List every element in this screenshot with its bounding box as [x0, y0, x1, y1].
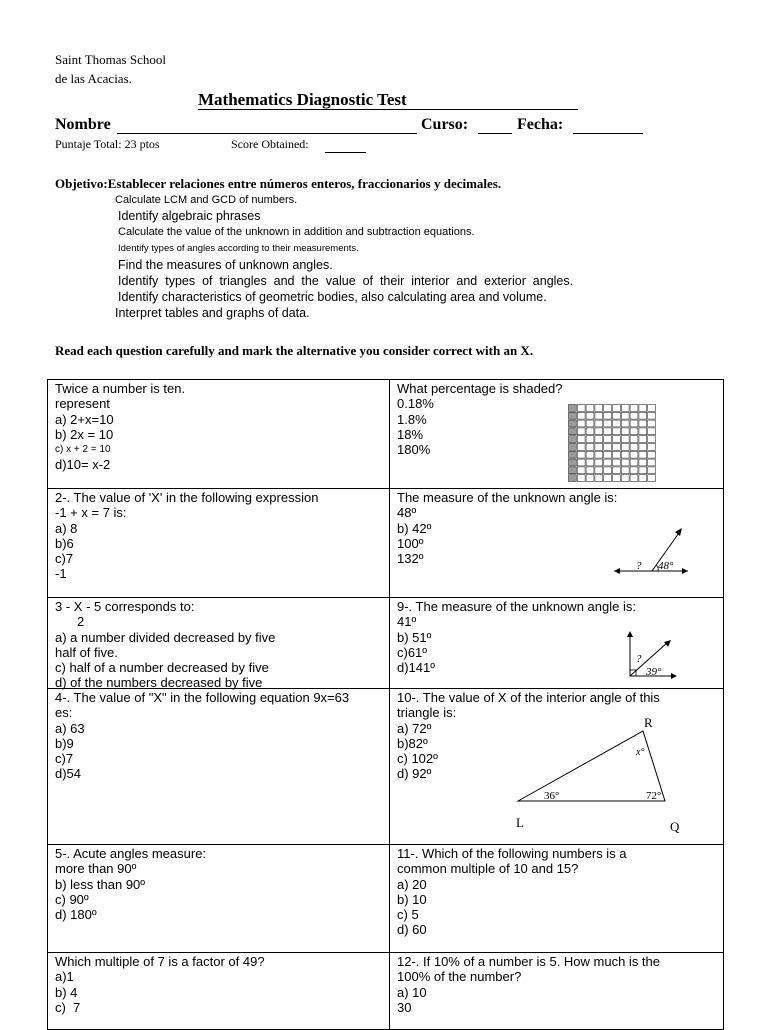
answer-option[interactable]: 180%	[397, 442, 431, 458]
grid-cell	[595, 405, 603, 412]
grid-cell	[613, 475, 621, 482]
question-table	[47, 379, 724, 1030]
grid-cell-shaded	[569, 436, 577, 443]
vertex-r-label: R	[644, 715, 653, 730]
answer-option[interactable]: 0.18%	[397, 396, 434, 412]
grid-cell	[639, 412, 647, 419]
grid-cell	[577, 475, 585, 482]
grid-cell	[648, 436, 656, 443]
answer-option[interactable]: c)7	[55, 551, 74, 567]
grid-cell	[595, 428, 603, 435]
grid-cell	[586, 475, 594, 482]
instructions: Read each question carefully and mark the alternative you consider correct with an X.	[55, 343, 534, 358]
grid-cell-shaded	[569, 451, 577, 458]
question-cell-q9	[390, 598, 724, 689]
course-label: Curso:	[421, 116, 469, 133]
answer-option[interactable]: b) 2x = 10	[55, 426, 114, 442]
answer-option[interactable]: d) of the numbers decreased by five	[55, 675, 263, 691]
grid-cell	[630, 444, 638, 451]
grid-cell	[595, 475, 603, 482]
question-cell-q11	[390, 845, 724, 953]
question-text: 10-. The value of X of the interior angle of this	[397, 690, 660, 705]
question-text: 2-. The value of 'X' in the following expression	[55, 490, 319, 505]
unknown-angle-label: ?	[636, 560, 642, 572]
answer-option[interactable]: c) 5	[397, 907, 419, 923]
grid-cell	[604, 405, 612, 412]
grid-cell	[604, 420, 612, 427]
answer-option[interactable]: b) 10	[397, 891, 427, 907]
grid-cell-shaded	[569, 475, 577, 482]
grid-cell	[630, 405, 638, 412]
grid-cell	[577, 420, 585, 427]
grid-cell	[621, 451, 629, 458]
course-blank-line[interactable]	[478, 133, 512, 134]
answer-option[interactable]: c)7	[55, 751, 74, 767]
question-cell-q12	[390, 953, 724, 1030]
answer-option[interactable]: b) 51º	[397, 629, 432, 645]
answer-option[interactable]: b)82º	[397, 735, 428, 751]
name-blank-line[interactable]	[117, 133, 417, 134]
grid-cell	[630, 451, 638, 458]
grid-cell	[586, 420, 594, 427]
question-text: 9-. The measure of the unknown angle is:	[397, 599, 636, 614]
grid-cell	[613, 459, 621, 466]
answer-option[interactable]: d) 180º	[55, 907, 97, 923]
answer-option[interactable]: d) 60	[397, 922, 427, 938]
answer-option[interactable]: a) 2+x=10	[55, 411, 114, 427]
grid-cell	[613, 444, 621, 451]
grid-cell	[613, 451, 621, 458]
question-cell-q6	[48, 953, 390, 1030]
date-label: Fecha:	[517, 116, 564, 133]
grid-cell-shaded	[569, 405, 577, 412]
objective-item: Interpret tables and graphs of data.	[115, 306, 310, 320]
question-cell-q5	[48, 845, 390, 953]
question-text: What percentage is shaded?	[397, 381, 563, 396]
answer-option[interactable]: 1.8%	[397, 411, 427, 427]
grid-cell	[630, 412, 638, 419]
score-blank-line[interactable]	[325, 152, 366, 153]
objective-heading: Objetivo:Establecer relaciones entre números enteros, fraccionarios y decimales.	[55, 176, 502, 191]
unknown-angle-label: ?	[636, 653, 642, 665]
grid-cell	[577, 428, 585, 435]
grid-cell	[604, 436, 612, 443]
grid-cell	[577, 444, 585, 451]
score-obtained-label: Score Obtained:	[231, 137, 309, 151]
page-title: Mathematics Diagnostic Test	[198, 90, 407, 109]
grid-cell	[595, 436, 603, 443]
shaded-grid-figure	[568, 404, 656, 482]
answer-option[interactable]: 18%	[397, 426, 424, 442]
answer-option[interactable]: d)10= x-2	[55, 457, 111, 473]
angle-figure-39	[622, 628, 682, 686]
grid-cell	[586, 444, 594, 451]
grid-cell	[586, 412, 594, 419]
objective-item: Find the measures of unknown angles.	[118, 258, 333, 272]
grid-cell	[595, 459, 603, 466]
answer-option[interactable]: a) a number divided decreased by five	[55, 629, 276, 645]
grid-cell	[630, 428, 638, 435]
grid-cell	[639, 428, 647, 435]
grid-cell	[648, 444, 656, 451]
answer-option[interactable]: a) 8	[55, 520, 78, 536]
answer-option[interactable]: c) x + 2 = 10	[55, 444, 111, 456]
grid-cell	[639, 467, 647, 474]
objective-item: Calculate the value of the unknown in addition and subtraction equations.	[118, 226, 475, 238]
answer-option[interactable]: c)61º	[397, 644, 428, 660]
question-text: Which multiple of 7 is a factor of 49?	[55, 954, 265, 969]
grid-cell	[604, 412, 612, 419]
objective-item: Identify types of triangles and the value of their interior and exterior angles.	[118, 274, 574, 288]
answer-option[interactable]: a)1	[55, 969, 74, 985]
objective-item: Calculate LCM and GCD of numbers.	[115, 194, 298, 206]
grid-cell	[621, 428, 629, 435]
known-angle-label: 48°	[658, 560, 674, 572]
grid-cell	[630, 459, 638, 466]
grid-cell	[621, 444, 629, 451]
answer-option[interactable]: 30	[397, 999, 412, 1015]
grid-cell	[577, 405, 585, 412]
grid-cell	[586, 436, 594, 443]
grid-cell	[577, 436, 585, 443]
answer-option[interactable]: b)9	[55, 735, 74, 751]
answer-option[interactable]: c) 90º	[55, 891, 89, 907]
grid-cell	[613, 428, 621, 435]
answer-option[interactable]: d)54	[55, 766, 82, 782]
total-score: Puntaje Total: 23 ptos	[55, 137, 160, 151]
grid-cell	[604, 459, 612, 466]
answer-option[interactable]: b) less than 90º	[55, 876, 146, 892]
grid-cell	[648, 451, 656, 458]
answer-option[interactable]: 48º	[397, 505, 417, 521]
grid-cell	[621, 459, 629, 466]
grid-cell	[621, 467, 629, 474]
grid-cell	[621, 436, 629, 443]
grid-cell	[648, 405, 656, 412]
school-name-line2: de las Acacias.	[55, 71, 132, 86]
question-text: The measure of the unknown angle is:	[397, 490, 618, 505]
grid-cell	[604, 451, 612, 458]
grid-cell	[621, 412, 629, 419]
answer-option[interactable]: d)141º	[397, 660, 435, 676]
question-cell-percentage	[390, 380, 724, 489]
school-name-line1: Saint Thomas School	[55, 52, 166, 67]
answer-option[interactable]: more than 90º	[55, 861, 137, 877]
answer-option[interactable]: 41º	[397, 614, 417, 630]
grid-cell	[604, 467, 612, 474]
grid-cell	[613, 412, 621, 419]
grid-cell	[613, 405, 621, 412]
grid-cell	[621, 420, 629, 427]
grid-cell	[613, 467, 621, 474]
grid-cell	[604, 444, 612, 451]
grid-cell	[630, 475, 638, 482]
grid-cell	[613, 436, 621, 443]
grid-cell	[621, 475, 629, 482]
question-text: 2	[77, 614, 85, 630]
question-text: Twice a number is ten.	[55, 381, 186, 396]
answer-option[interactable]: -1	[55, 566, 67, 582]
answer-option[interactable]: 132º	[397, 551, 424, 567]
grid-cell	[604, 428, 612, 435]
question-cell-q4	[48, 689, 390, 845]
grid-cell	[639, 436, 647, 443]
answer-option[interactable]: b)6	[55, 535, 74, 551]
grid-cell-shaded	[569, 467, 577, 474]
grid-cell	[595, 412, 603, 419]
grid-cell	[639, 459, 647, 466]
grid-cell	[639, 475, 647, 482]
grid-cell	[586, 467, 594, 474]
answer-option[interactable]: b) 42º	[397, 520, 432, 536]
question-text: 100% of the number?	[397, 969, 522, 985]
answer-option[interactable]: half of five.	[55, 644, 118, 660]
grid-cell	[648, 467, 656, 474]
answer-option[interactable]: a) 63	[55, 720, 85, 736]
grid-cell	[648, 459, 656, 466]
question-text: 5-. Acute angles measure:	[55, 846, 207, 861]
grid-cell	[595, 451, 603, 458]
vertex-q-label: Q	[670, 819, 680, 833]
grid-cell	[577, 467, 585, 474]
answer-option[interactable]: 100º	[397, 535, 424, 551]
grid-cell	[639, 405, 647, 412]
grid-cell	[639, 444, 647, 451]
grid-cell	[586, 405, 594, 412]
objective-item: Identify characteristics of geometric bodies, also calculating area and volume.	[118, 290, 547, 304]
answer-option[interactable]: a) 20	[397, 876, 427, 892]
title-underline	[198, 109, 578, 110]
grid-cell	[648, 475, 656, 482]
question-text: 3 - X - 5 corresponds to:	[55, 599, 195, 614]
known-angle-label: 39°	[646, 666, 662, 678]
grid-cell	[586, 428, 594, 435]
answer-option[interactable]: a) 10	[397, 984, 427, 1000]
grid-cell	[630, 420, 638, 427]
date-blank-line[interactable]	[573, 133, 643, 134]
triangle-figure	[508, 715, 688, 833]
name-label: Nombre	[55, 116, 111, 133]
question-text: 11-. Which of the following numbers is a	[397, 846, 627, 861]
objective-item: Identify types of angles according to their measurements.	[118, 243, 359, 254]
answer-option[interactable]: b) 4	[55, 984, 78, 1000]
answer-option[interactable]: a) 72º	[397, 720, 432, 736]
question-text: es:	[55, 705, 73, 721]
grid-cell	[648, 412, 656, 419]
grid-cell	[595, 467, 603, 474]
grid-cell	[630, 436, 638, 443]
grid-cell	[639, 451, 647, 458]
question-cell-q1	[48, 380, 390, 489]
question-text: 4-. The value of "X" in the following equation 9x=63	[55, 690, 350, 705]
grid-cell-shaded	[569, 420, 577, 427]
question-text: 12-. If 10% of a number is 5. How much is the	[397, 954, 661, 969]
angle-l-label: 36°	[544, 790, 560, 802]
answer-option[interactable]: d) 92º	[397, 766, 432, 782]
grid-cell	[577, 412, 585, 419]
question-text: represent	[55, 396, 110, 412]
question-text: common multiple of 10 and 15?	[397, 861, 579, 877]
grid-cell	[648, 420, 656, 427]
angle-x-label: x°	[636, 747, 645, 758]
question-text: -1 + x = 7 is:	[55, 505, 127, 521]
angle-q-label: 72°	[646, 790, 662, 802]
grid-cell	[595, 444, 603, 451]
answer-option[interactable]: c) 7	[55, 999, 81, 1015]
answer-option[interactable]: c) 102º	[397, 751, 438, 767]
grid-cell	[604, 475, 612, 482]
grid-cell	[577, 459, 585, 466]
angle-figure-48	[612, 523, 692, 583]
grid-cell	[621, 405, 629, 412]
grid-cell	[577, 451, 585, 458]
question-cell-q3	[48, 598, 390, 689]
question-cell-q2	[48, 489, 390, 598]
grid-cell	[648, 428, 656, 435]
grid-cell-shaded	[569, 459, 577, 466]
grid-cell	[630, 467, 638, 474]
grid-cell	[586, 459, 594, 466]
question-text: triangle is:	[397, 705, 457, 721]
grid-cell-shaded	[569, 428, 577, 435]
answer-option[interactable]: c) half of a number decreased by five	[55, 660, 269, 676]
grid-cell	[639, 420, 647, 427]
question-cell-angle	[390, 489, 724, 598]
vertex-l-label: L	[516, 815, 524, 830]
grid-cell	[595, 420, 603, 427]
objective-item: Identify algebraic phrases	[118, 209, 261, 223]
grid-cell-shaded	[569, 412, 577, 419]
grid-cell	[613, 420, 621, 427]
question-cell-q10	[390, 689, 724, 845]
grid-cell	[586, 451, 594, 458]
grid-cell-shaded	[569, 444, 577, 451]
